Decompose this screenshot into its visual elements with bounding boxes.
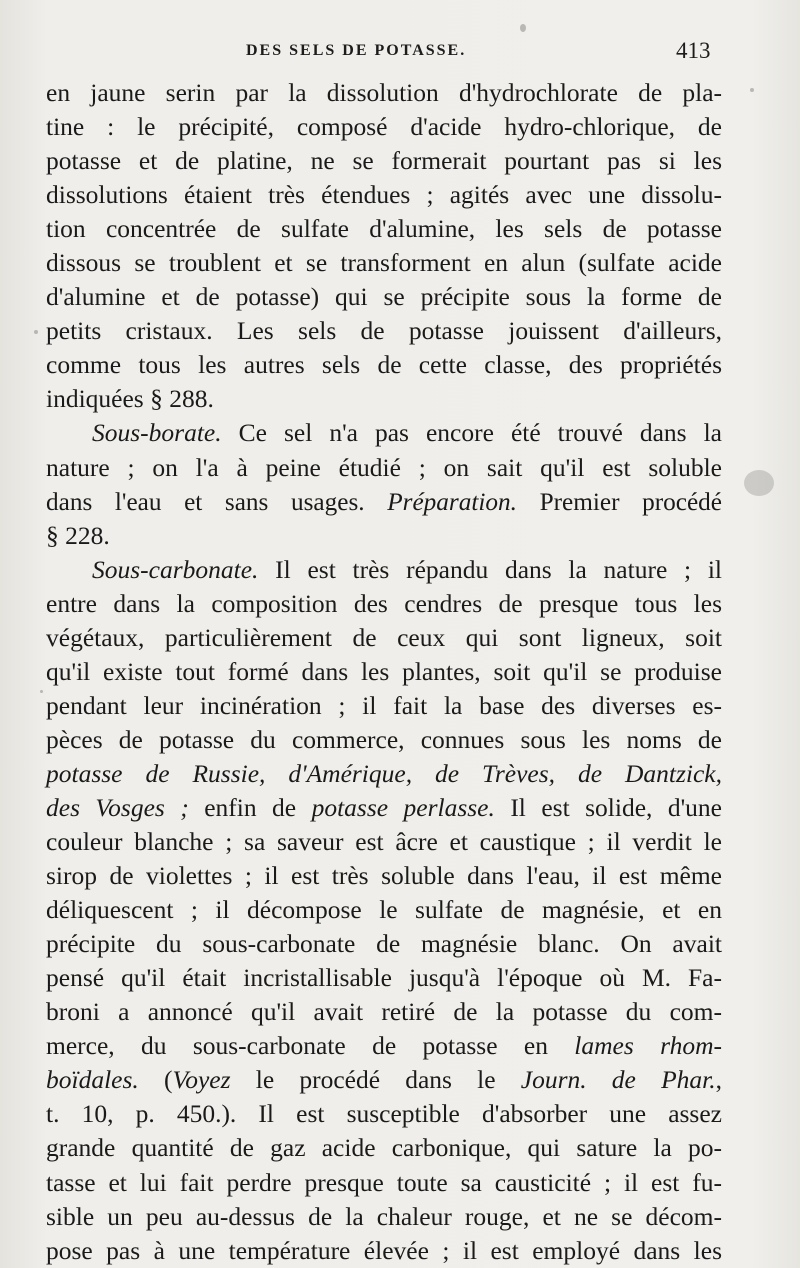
text-segment: en jaune serin par la dissolution d'hydrochlorate de pla- xyxy=(46,78,722,107)
text-line xyxy=(46,1234,722,1268)
text-segment: déliquescent ; il décompose le sulfate de magnésie, et en xyxy=(46,895,722,925)
body-text xyxy=(46,76,722,1268)
text-segment: pèces de potasse du commerce, connues sous les noms de xyxy=(46,724,722,754)
text-line xyxy=(46,587,722,621)
italic-term: Journ. de Phar. xyxy=(520,1065,716,1095)
text-line xyxy=(46,1200,722,1234)
text-segment: entre dans la composition des cendres de presque tous les xyxy=(46,588,722,618)
page-number: 413 xyxy=(676,38,711,63)
italic-term: Voyez xyxy=(172,1065,231,1095)
text-line xyxy=(46,927,722,961)
text-line xyxy=(46,1029,722,1063)
text-line xyxy=(46,485,722,519)
text-line xyxy=(46,757,722,791)
text-segment: tion concentrée de sulfate d'alumine, les sels de potasse xyxy=(46,214,722,244)
text-line xyxy=(46,451,722,485)
text-segment: pose pas à une température élevée ; il est employé dans les xyxy=(46,1235,722,1265)
text-segment: d'alumine et de potasse) qui se précipite sous la forme de xyxy=(46,282,722,312)
text-segment: tasse et lui fait perdre presque toute sa causticité ; il est fu- xyxy=(46,1167,722,1197)
text-line xyxy=(46,825,722,859)
text-line xyxy=(46,382,722,416)
text-segment: merce, du sous-carbonate de potasse en xyxy=(46,1031,575,1061)
text-segment: petits cristaux. Les sels de potasse jouissent d'ailleurs, xyxy=(46,316,722,346)
text-line xyxy=(46,553,722,587)
text-segment: le procédé dans le xyxy=(230,1065,521,1095)
text-segment: ( xyxy=(138,1065,173,1095)
italic-term: lames rhom- xyxy=(574,1031,722,1061)
text-line xyxy=(46,348,722,382)
text-segment: nature ; on l'a à peine étudié ; on sait qu'il est soluble xyxy=(46,452,722,482)
text-line xyxy=(46,723,722,757)
text-segment: Il est très répandu dans la nature ; il xyxy=(258,554,722,584)
text-segment: pensé qu'il était incristallisable jusqu'à l'époque où M. Fa- xyxy=(46,963,722,993)
text-segment: grande quantité de gaz acide carbonique, qui sature la po- xyxy=(46,1133,722,1163)
text-segment: Il est solide, d'une xyxy=(494,792,722,822)
text-line xyxy=(46,689,722,723)
text-line xyxy=(46,859,722,893)
text-line xyxy=(46,110,722,144)
text-segment: végétaux, particulièrement de ceux qui sont ligneux, soit xyxy=(46,622,722,652)
text-line xyxy=(46,178,722,212)
text-line xyxy=(46,1166,722,1200)
text-line xyxy=(46,621,722,655)
text-segment: t. 10, p. 450.). Il est susceptible d'absorber une assez xyxy=(46,1099,722,1129)
text-line xyxy=(46,76,722,110)
italic-term: des Vosges ; xyxy=(46,792,189,822)
text-line xyxy=(46,961,722,995)
text-line xyxy=(46,212,722,246)
ink-speck xyxy=(750,88,754,92)
italic-term: Sous-carbonate. xyxy=(92,554,259,584)
text-segment: dans l'eau et sans usages. xyxy=(46,487,388,516)
text-line xyxy=(46,893,722,927)
text-line xyxy=(46,246,722,280)
text-line xyxy=(46,519,722,553)
text-segment: comme tous les autres sels de cette classe, des propriétés xyxy=(46,350,722,380)
ink-speck xyxy=(34,330,38,334)
text-segment: potasse et de platine, ne se formerait pourtant pas si les xyxy=(46,146,722,176)
text-segment: pendant leur incinération ; il fait la base des diverses es- xyxy=(46,690,722,720)
text-line xyxy=(46,314,722,348)
ink-speck xyxy=(744,470,774,496)
text-segment: broni a annoncé qu'il avait retiré de la potasse du com- xyxy=(46,997,722,1027)
text-segment: précipite du sous-carbonate de magnésie blanc. On avait xyxy=(46,929,722,959)
text-segment: sirop de violettes ; il est très soluble dans l'eau, il est même xyxy=(46,861,722,891)
italic-term: potasse perlasse. xyxy=(311,792,495,822)
text-segment: dissous se troublent et se transforment en alun (sulfate acide xyxy=(46,248,722,278)
running-title: DES SELS DE POTASSE. xyxy=(246,42,467,59)
ink-speck xyxy=(40,690,43,693)
italic-term: boïdales. xyxy=(46,1065,139,1095)
text-segment: Premier procédé xyxy=(516,487,722,516)
running-head xyxy=(0,40,800,66)
text-line xyxy=(46,1063,722,1097)
text-segment: Ce sel n'a pas encore été trouvé dans la xyxy=(221,418,722,448)
text-segment: couleur blanche ; sa saveur est âcre et caustique ; il verdit le xyxy=(46,827,722,857)
text-line xyxy=(46,791,722,825)
text-segment: tine : le précipité, composé d'acide hydro-chlorique, de xyxy=(46,112,722,142)
italic-term: potasse de Russie, d'Amérique, de Trèves, de Dantzick, xyxy=(46,758,722,788)
text-segment: , xyxy=(715,1065,722,1095)
italic-term: Sous-borate. xyxy=(92,418,222,448)
text-line xyxy=(46,144,722,178)
text-line xyxy=(46,655,722,689)
text-line xyxy=(46,280,722,314)
text-segment: enfin de xyxy=(188,792,312,822)
text-segment: qu'il existe tout formé dans les plantes, soit qu'il se produise xyxy=(46,656,722,686)
text-line xyxy=(46,1131,722,1165)
italic-term: Préparation. xyxy=(387,487,517,516)
text-line xyxy=(46,416,722,450)
text-line xyxy=(46,995,722,1029)
text-segment: indiquées § 288. xyxy=(46,384,214,414)
text-segment: dissolutions étaient très étendues ; agités avec une dissolu- xyxy=(46,180,722,210)
text-line xyxy=(46,1097,722,1131)
text-segment: sible un peu au-dessus de la chaleur rouge, et ne se décom- xyxy=(46,1201,722,1231)
ink-speck xyxy=(520,24,526,32)
text-segment: § 228. xyxy=(46,520,110,550)
